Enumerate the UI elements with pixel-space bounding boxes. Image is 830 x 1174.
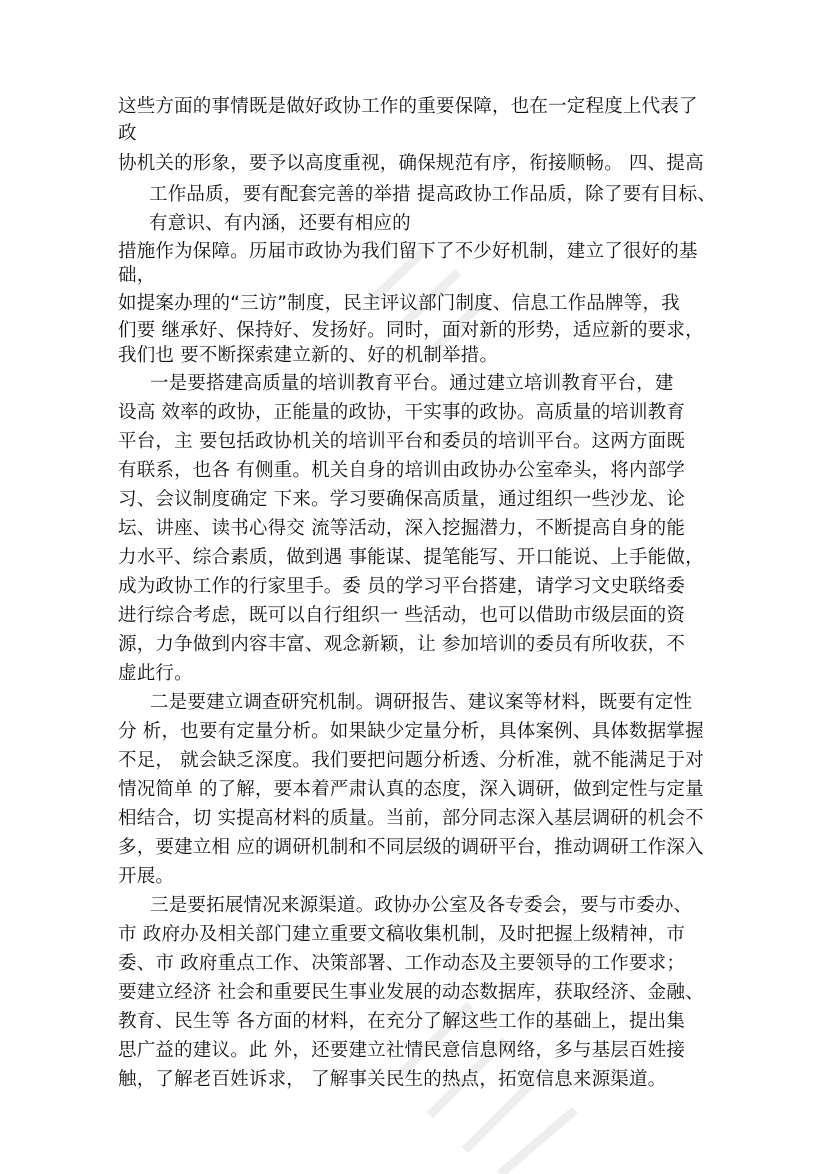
text-line: 相结合，切 实提高材料的质量。当前，部分同志深入基层调研的机会不 bbox=[118, 808, 704, 829]
text-line: 如提案办理的“三访”制度，民主评议部门制度、信息工作品牌等，我 bbox=[118, 293, 680, 314]
text-line: 思广益的建议。此 外，还要建立社情民意信息网络，多与基层百姓接 bbox=[118, 1040, 686, 1061]
text-line: 有意识、有内涵，还要有相应的 bbox=[149, 213, 411, 234]
text-line: 情况简单 的了解，要本着严肃认真的态度，深入调研，做到定性与定量 bbox=[118, 779, 704, 800]
text-line: 分 析，也要有定量分析。如果缺少定量分析，具体案例、具体数据掌握 bbox=[118, 721, 704, 742]
text-line: 教育、民生等 各方面的材料，在充分了解这些工作的基础上，提出集 bbox=[118, 1011, 686, 1032]
text-line: 协机关的形象，要予以高度重视，确保规范有序，衔接顺畅。 四、提高 bbox=[118, 153, 704, 174]
text-line: 虚此行。 bbox=[118, 663, 193, 684]
text-line: 设高 效率的政协，正能量的政协，干实事的政协。高质量的培训教育 bbox=[118, 402, 686, 423]
text-line: 习、会议制度确定 下来。学习要确保高质量，通过组织一些沙龙、论 bbox=[118, 489, 686, 510]
text-line: 工作品质，要有配套完善的举措 提高政协工作品质，除了要有目标、 bbox=[149, 184, 717, 205]
text-line: 市 政府办及相关部门建立重要文稿收集机制，及时把握上级精神，市 bbox=[118, 924, 686, 945]
text-line: 政 bbox=[118, 123, 137, 144]
text-line: 进行综合考虑，既可以自行组织一 些活动，也可以借助市级层面的资 bbox=[118, 605, 686, 626]
text-line: 措施作为保障。历届市政协为我们留下了不少好机制，建立了很好的基 bbox=[118, 241, 698, 262]
text-line: 二是要建立调查研究机制。调研报告、建议案等材料，既要有定性 bbox=[150, 692, 693, 713]
text-line: 不足， 就会缺乏深度。我们要把问题分析透、分析准，就不能满足于对 bbox=[118, 750, 704, 771]
text-line: 础， bbox=[118, 265, 156, 286]
text-line: 这些方面的事情既是做好政协工作的重要保障，也在一定程度上代表了 bbox=[118, 96, 698, 117]
text-line: 成为政协工作的行家里手。委 员的学习平台搭建，请学习文史联络委 bbox=[118, 576, 686, 597]
text-line: 三是要拓展情况来源渠道。政协办公室及各专委会，要与市委办、 bbox=[150, 895, 693, 916]
text-line: 触，了解老百姓诉求， 了解事关民生的热点，拓宽信息来源渠道。 bbox=[118, 1069, 667, 1090]
text-line: 开展。 bbox=[118, 866, 175, 887]
text-line: 我们也 要不断探索建立新的、好的机制举措。 bbox=[118, 345, 499, 366]
text-line: 一是要搭建高质量的培训教育平台。通过建立培训教育平台，建 bbox=[150, 373, 674, 394]
text-line: 源，力争做到内容丰富、观念新颖，让 参加培训的委员有所收获，不 bbox=[118, 634, 686, 655]
text-line: 们要 继承好、保持好、发扬好。同时，面对新的形势，适应新的要求， bbox=[118, 320, 704, 341]
text-line: 要建立经济 社会和重要民生事业发展的动态数据库，获取经济、金融、 bbox=[118, 982, 704, 1003]
text-line: 有联系，也各 有侧重。机关自身的培训由政协办公室牵头，将内部学 bbox=[118, 460, 686, 481]
text-line: 坛、讲座、读书心得交 流等活动，深入挖掘潜力，不断提高自身的能 bbox=[118, 518, 686, 539]
text-line: 多，要建立相 应的调研机制和不同层级的调研平台，推动调研工作深入 bbox=[118, 837, 704, 858]
text-line: 力水平、综合素质，做到遇 事能谋、提笔能写、开口能说、上手能做， bbox=[118, 547, 704, 568]
text-line: 委、市 政府重点工作、决策部署、工作动态及主要领导的工作要求； bbox=[118, 953, 686, 974]
text-line: 平台，主 要包括政协机关的培训平台和委员的培训平台。这两方面既 bbox=[118, 431, 686, 452]
